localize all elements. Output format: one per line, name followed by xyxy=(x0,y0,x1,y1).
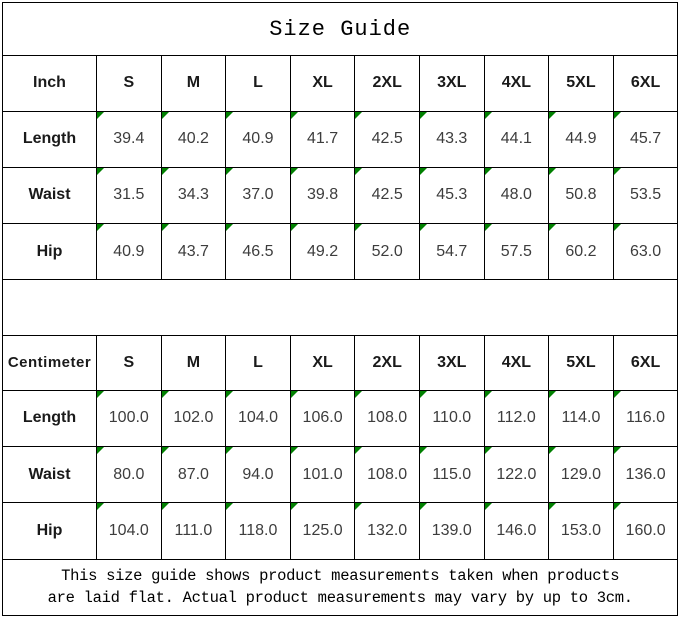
corner-triangle-icon xyxy=(485,224,492,231)
measurement-cell xyxy=(419,224,484,280)
measurement-cell xyxy=(613,224,678,280)
corner-triangle-icon xyxy=(485,447,492,454)
corner-triangle-icon xyxy=(291,503,298,510)
table-spacer xyxy=(3,280,678,335)
measurement-value: 57.5 xyxy=(500,242,532,260)
corner-triangle-icon xyxy=(226,447,233,454)
measurement-cell xyxy=(226,447,291,503)
corner-triangle-icon xyxy=(549,224,556,231)
measurement-value: 45.3 xyxy=(436,186,468,204)
measurement-value: 125.0 xyxy=(302,522,343,539)
measurement-value: 44.9 xyxy=(565,130,597,148)
column-header-size: 4XL xyxy=(484,56,549,111)
corner-triangle-icon xyxy=(614,168,621,175)
corner-triangle-icon xyxy=(549,447,556,454)
corner-triangle-icon xyxy=(355,503,362,510)
measurement-cell xyxy=(549,224,614,280)
measurement-cell xyxy=(355,224,420,280)
measurement-value: 153.0 xyxy=(560,522,601,539)
measurement-value: 112.0 xyxy=(496,409,536,427)
corner-triangle-icon xyxy=(614,447,621,454)
corner-triangle-icon xyxy=(420,224,427,231)
corner-triangle-icon xyxy=(97,168,104,175)
corner-triangle-icon xyxy=(291,447,298,454)
row-label: Length xyxy=(3,390,97,446)
measurement-value: 139.0 xyxy=(431,522,472,539)
measurement-cell xyxy=(97,167,162,223)
measurement-cell xyxy=(613,111,678,167)
measurement-cell xyxy=(613,167,678,223)
column-header-size: 3XL xyxy=(419,56,484,111)
measurement-value: 87.0 xyxy=(177,465,209,483)
corner-triangle-icon xyxy=(97,503,104,510)
measurement-cell xyxy=(549,447,614,503)
measurement-value: 136.0 xyxy=(625,465,666,483)
measurement-cell xyxy=(290,167,355,223)
measurement-cell xyxy=(355,167,420,223)
measurement-cell xyxy=(419,390,484,446)
measurement-value: 106.0 xyxy=(302,409,343,427)
measurement-value: 110.0 xyxy=(432,409,472,427)
measurement-cell xyxy=(419,447,484,503)
measurement-value: 114.0 xyxy=(561,409,601,427)
measurement-value: 116.0 xyxy=(626,409,665,427)
page-title: Size Guide xyxy=(3,3,678,56)
measurement-value: 46.5 xyxy=(242,242,274,260)
measurement-value: 40.9 xyxy=(242,130,274,148)
note-line-2: are laid flat. Actual product measurements may vary by up to 3cm. xyxy=(47,589,633,608)
corner-triangle-icon xyxy=(291,391,298,398)
row-label: Hip xyxy=(3,224,97,280)
measurement-cell xyxy=(419,167,484,223)
measurement-cell xyxy=(161,390,226,446)
column-header-size: 4XL xyxy=(484,335,549,390)
measurement-cell xyxy=(226,167,291,223)
column-header-size: 6XL xyxy=(613,335,678,390)
measurement-value: 160.0 xyxy=(625,522,666,539)
measurement-value: 43.7 xyxy=(177,242,209,260)
corner-triangle-icon xyxy=(97,224,104,231)
measurement-value: 118.0 xyxy=(238,522,278,539)
measurement-cell xyxy=(355,447,420,503)
corner-triangle-icon xyxy=(549,112,556,119)
measurement-cell xyxy=(226,503,291,559)
corner-triangle-icon xyxy=(485,503,492,510)
measurement-value: 54.7 xyxy=(436,242,468,260)
corner-triangle-icon xyxy=(549,168,556,175)
measurement-value: 104.0 xyxy=(108,522,149,539)
column-header-size: S xyxy=(97,335,162,390)
corner-triangle-icon xyxy=(420,503,427,510)
measurement-value: 37.0 xyxy=(242,186,274,204)
measurement-value: 100.0 xyxy=(108,409,149,427)
corner-triangle-icon xyxy=(162,168,169,175)
corner-triangle-icon xyxy=(226,224,233,231)
measurement-value: 41.7 xyxy=(307,130,339,148)
measurement-cell xyxy=(226,224,291,280)
measurement-cell xyxy=(484,111,549,167)
measurement-cell xyxy=(161,224,226,280)
corner-triangle-icon xyxy=(549,503,556,510)
measurement-cell xyxy=(161,167,226,223)
measurement-cell xyxy=(549,167,614,223)
measurement-value: 108.0 xyxy=(367,465,408,483)
measurement-cell xyxy=(484,224,549,280)
column-header-size: 3XL xyxy=(419,335,484,390)
corner-triangle-icon xyxy=(97,112,104,119)
corner-triangle-icon xyxy=(291,112,298,119)
measurement-cell xyxy=(613,447,678,503)
measurement-value: 122.0 xyxy=(496,465,537,483)
measurement-cell xyxy=(355,111,420,167)
corner-triangle-icon xyxy=(420,391,427,398)
corner-triangle-icon xyxy=(162,112,169,119)
measurement-cell xyxy=(549,111,614,167)
inch-length-row xyxy=(3,111,678,167)
measurement-cell xyxy=(484,167,549,223)
corner-triangle-icon xyxy=(549,391,556,398)
corner-triangle-icon xyxy=(420,168,427,175)
centimeter-header-row xyxy=(3,335,678,390)
cm-hip-row xyxy=(3,503,678,559)
measurement-value: 49.2 xyxy=(307,242,339,260)
row-label: Waist xyxy=(3,447,97,503)
column-header-size: S xyxy=(97,56,162,111)
corner-triangle-icon xyxy=(226,168,233,175)
measurement-cell xyxy=(290,447,355,503)
measurement-cell xyxy=(290,390,355,446)
corner-triangle-icon xyxy=(162,447,169,454)
measurement-value: 104.0 xyxy=(237,409,278,427)
column-header-size: 2XL xyxy=(355,56,420,111)
size-guide-note xyxy=(3,559,678,615)
corner-triangle-icon xyxy=(485,112,492,119)
corner-triangle-icon xyxy=(97,447,104,454)
measurement-cell xyxy=(97,111,162,167)
corner-triangle-icon xyxy=(355,224,362,231)
column-header-size: XL xyxy=(290,335,355,390)
column-header-size: L xyxy=(226,56,291,111)
measurement-cell xyxy=(290,111,355,167)
corner-triangle-icon xyxy=(162,224,169,231)
column-header-size: 6XL xyxy=(613,56,678,111)
column-header-size: L xyxy=(226,335,291,390)
inch-waist-row xyxy=(3,167,678,223)
measurement-cell xyxy=(355,390,420,446)
measurement-value: 34.3 xyxy=(177,186,209,204)
measurement-value: 39.4 xyxy=(113,130,145,148)
column-header-size: 5XL xyxy=(549,335,614,390)
row-label: Hip xyxy=(3,503,97,559)
measurement-cell xyxy=(97,447,162,503)
measurement-value: 101.0 xyxy=(302,465,343,483)
corner-triangle-icon xyxy=(420,447,427,454)
measurement-cell xyxy=(419,503,484,559)
cm-length-row xyxy=(3,390,678,446)
measurement-cell xyxy=(549,390,614,446)
corner-triangle-icon xyxy=(291,168,298,175)
corner-triangle-icon xyxy=(485,168,492,175)
corner-triangle-icon xyxy=(162,503,169,510)
measurement-value: 146.0 xyxy=(496,522,537,539)
unit-header-centimeter: Centimeter xyxy=(3,335,97,390)
size-guide-sheet xyxy=(2,2,678,616)
measurement-value: 40.2 xyxy=(177,130,209,148)
measurement-cell xyxy=(290,503,355,559)
measurement-cell xyxy=(97,390,162,446)
measurement-value: 129.0 xyxy=(560,465,601,483)
measurement-value: 43.3 xyxy=(436,130,468,148)
measurement-value: 42.5 xyxy=(371,186,403,204)
measurement-value: 53.5 xyxy=(630,186,662,204)
note-line-1: This size guide shows product measurements taken when products xyxy=(61,567,620,586)
measurement-cell xyxy=(226,111,291,167)
measurement-value: 40.9 xyxy=(113,242,145,260)
measurement-value: 31.5 xyxy=(113,186,145,204)
measurement-value: 63.0 xyxy=(630,242,662,260)
corner-triangle-icon xyxy=(614,391,621,398)
corner-triangle-icon xyxy=(97,391,104,398)
unit-header-inch: Inch xyxy=(3,56,97,111)
row-label: Waist xyxy=(3,167,97,223)
measurement-value: 115.0 xyxy=(432,465,472,483)
measurement-value: 94.0 xyxy=(242,465,274,483)
measurement-value: 52.0 xyxy=(371,242,403,260)
column-header-size: 2XL xyxy=(355,335,420,390)
column-header-size: 5XL xyxy=(549,56,614,111)
column-header-size: XL xyxy=(290,56,355,111)
column-header-size: M xyxy=(161,56,226,111)
row-label: Length xyxy=(3,111,97,167)
measurement-cell xyxy=(226,390,291,446)
corner-triangle-icon xyxy=(162,391,169,398)
measurement-value: 60.2 xyxy=(565,242,597,260)
measurement-cell xyxy=(161,503,226,559)
corner-triangle-icon xyxy=(355,168,362,175)
measurement-cell xyxy=(549,503,614,559)
measurement-value: 48.0 xyxy=(500,186,532,204)
measurement-cell xyxy=(290,224,355,280)
measurement-cell xyxy=(613,503,678,559)
cm-waist-row xyxy=(3,447,678,503)
measurement-value: 45.7 xyxy=(630,130,662,148)
corner-triangle-icon xyxy=(226,503,233,510)
inch-hip-row xyxy=(3,224,678,280)
measurement-value: 50.8 xyxy=(565,186,597,204)
measurement-value: 42.5 xyxy=(371,130,403,148)
measurement-cell xyxy=(484,447,549,503)
corner-triangle-icon xyxy=(226,112,233,119)
corner-triangle-icon xyxy=(614,503,621,510)
measurement-cell xyxy=(419,111,484,167)
corner-triangle-icon xyxy=(355,391,362,398)
corner-triangle-icon xyxy=(355,447,362,454)
measurement-cell xyxy=(355,503,420,559)
measurement-cell xyxy=(97,503,162,559)
column-header-size: M xyxy=(161,335,226,390)
measurement-cell xyxy=(161,447,226,503)
measurement-value: 39.8 xyxy=(307,186,339,204)
measurement-value: 132.0 xyxy=(367,522,408,539)
measurement-cell xyxy=(97,224,162,280)
inch-header-row xyxy=(3,56,678,111)
measurement-value: 111.0 xyxy=(174,522,213,539)
measurement-cell xyxy=(484,390,549,446)
corner-triangle-icon xyxy=(614,224,621,231)
measurement-cell xyxy=(161,111,226,167)
measurement-value: 80.0 xyxy=(113,465,145,483)
measurement-value: 108.0 xyxy=(367,409,408,427)
corner-triangle-icon xyxy=(355,112,362,119)
measurement-cell xyxy=(484,503,549,559)
corner-triangle-icon xyxy=(226,391,233,398)
corner-triangle-icon xyxy=(485,391,492,398)
measurement-cell xyxy=(613,390,678,446)
corner-triangle-icon xyxy=(291,224,298,231)
corner-triangle-icon xyxy=(614,112,621,119)
measurement-value: 44.1 xyxy=(500,130,532,148)
measurement-value: 102.0 xyxy=(173,409,214,427)
corner-triangle-icon xyxy=(420,112,427,119)
